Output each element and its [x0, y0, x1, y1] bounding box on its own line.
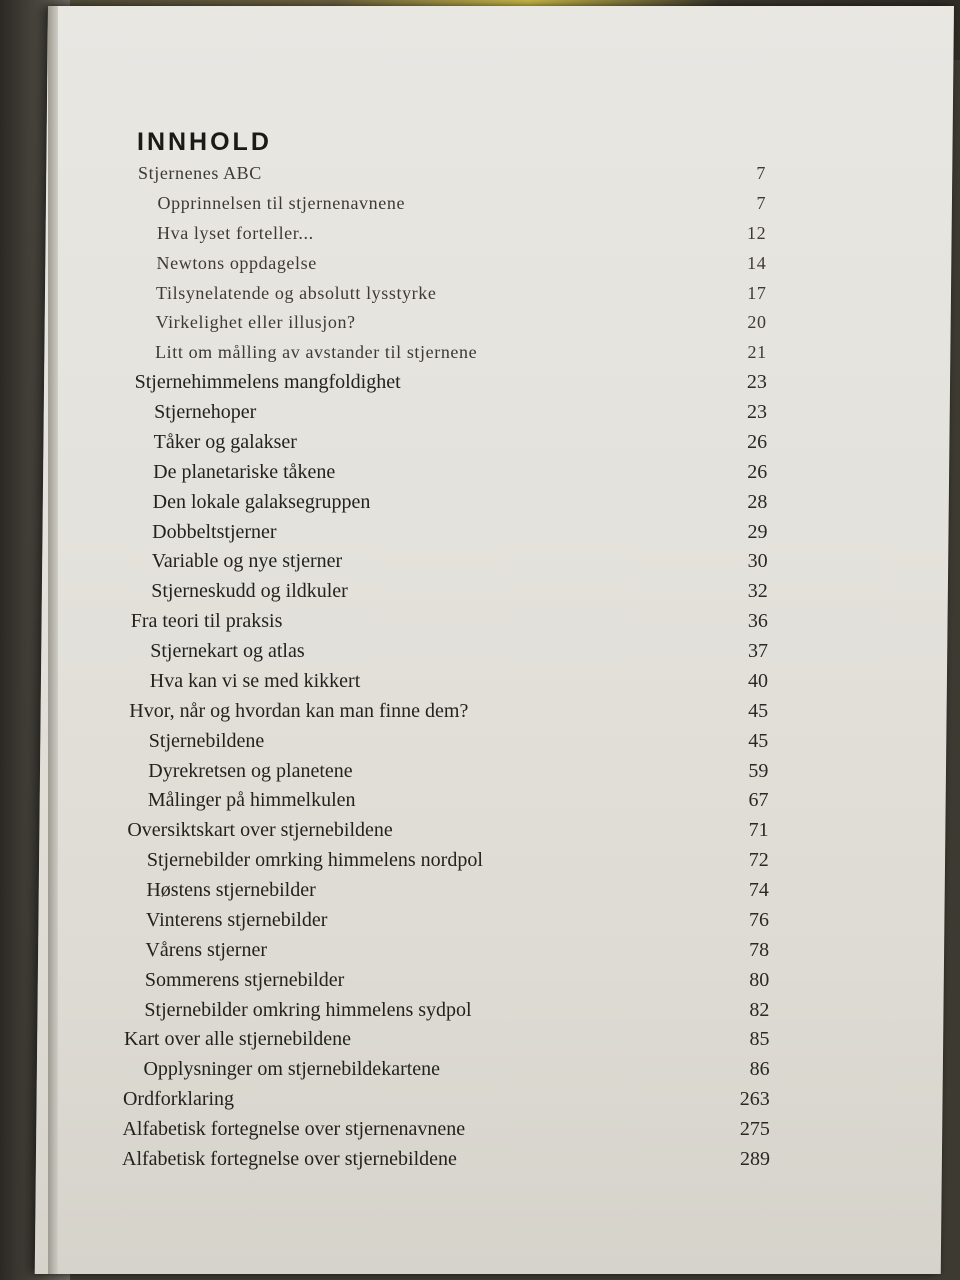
toc-entry-page-number: 86 — [749, 1058, 770, 1081]
toc-entry-page-number: 263 — [739, 1088, 770, 1111]
toc-entry-page-number: 74 — [748, 879, 769, 902]
toc-entry — [0, 668, 960, 698]
toc-entry-label: Virkelighet eller illusjon? — [155, 312, 356, 333]
toc-entry — [0, 309, 960, 339]
toc-entry-page-number: 26 — [747, 460, 768, 483]
toc-entry — [0, 937, 960, 967]
toc-entry-label: Dobbeltstjerner — [152, 520, 277, 543]
toc-entry — [0, 280, 960, 310]
toc-entry-label: Opplysninger om stjernebildekartene — [143, 1058, 441, 1081]
toc-entry-page-number: 45 — [748, 699, 769, 722]
toc-entry-page-number: 30 — [747, 550, 768, 573]
toc-entry — [0, 907, 960, 937]
toc-entry-label: Hvor, når og hvordan kan man finne dem? — [129, 699, 469, 722]
toc-entry-label: Ordforklaring — [122, 1088, 235, 1111]
toc-entry — [0, 698, 960, 728]
toc-entry-page-number: 37 — [747, 640, 768, 663]
toc-entry — [0, 190, 960, 220]
toc-entry — [0, 608, 960, 638]
toc-entry-page-number: 29 — [747, 520, 768, 543]
toc-entry-page-number: 32 — [747, 580, 768, 603]
toc-entry-label: Kart over alle stjernebildene — [123, 1028, 352, 1051]
toc-entry-label: Stjernehimmelens mangfoldighet — [134, 371, 401, 394]
toc-entry-page-number: 28 — [747, 490, 768, 513]
toc-entry — [0, 459, 960, 489]
toc-entry-page-number: 17 — [747, 282, 767, 303]
toc-entry — [0, 817, 960, 847]
toc-entry — [0, 250, 960, 280]
toc-entry-page-number: 20 — [747, 312, 767, 333]
toc-entry-label: De planetariske tåkene — [153, 460, 336, 483]
toc-entry-label: Den lokale galaksegruppen — [152, 490, 371, 513]
toc-entry-label: Hva lyset forteller... — [157, 222, 314, 243]
toc-entry — [0, 787, 960, 817]
toc-entry — [0, 160, 960, 190]
toc-entry-label: Stjerneskudd og ildkuler — [151, 580, 348, 603]
toc-entry — [0, 1056, 960, 1086]
toc-entry-page-number: 289 — [740, 1148, 770, 1170]
toc-entry-page-number: 23 — [746, 401, 767, 424]
toc-entry — [0, 429, 960, 459]
toc-entry-page-number: 12 — [747, 222, 767, 243]
toc-entry — [0, 519, 960, 549]
toc-entry — [0, 997, 960, 1027]
toc-entry-label: Stjernenes ABC — [138, 163, 262, 183]
toc-entry-label: Høstens stjernebilder — [146, 879, 316, 902]
toc-entry — [0, 758, 960, 788]
toc-entry-label: Litt om målling av avstander til stjernene — [155, 342, 478, 363]
toc-entry-page-number: 67 — [748, 789, 769, 812]
toc-entry-page-number: 78 — [749, 938, 770, 961]
toc-entry — [0, 1086, 960, 1116]
toc-entry-page-number: 71 — [748, 819, 769, 842]
toc-entry-label: Stjernekart og atlas — [150, 640, 305, 663]
toc-entry-page-number: 59 — [748, 759, 769, 782]
toc-entry — [0, 1146, 960, 1176]
toc-entry — [0, 638, 960, 668]
toc-entry-page-number: 82 — [749, 998, 770, 1021]
toc-entry — [0, 369, 960, 399]
toc-entry-label: Tilsynelatende og absolutt lysstyrke — [156, 282, 437, 303]
toc-entry — [0, 399, 960, 429]
toc-entry — [0, 967, 960, 997]
toc-entry-page-number: 40 — [748, 669, 769, 692]
toc-entry-label: Dyrekretsen og planetene — [148, 759, 353, 782]
toc-entry-label: Hva kan vi se med kikkert — [149, 669, 361, 692]
toc-entry-page-number: 36 — [747, 610, 768, 633]
toc-entry-label: Sommerens stjernebilder — [144, 968, 345, 991]
toc-entry — [0, 877, 960, 907]
toc-entry-label: Alfabetisk fortegnelse over stjernebildene — [122, 1148, 457, 1170]
toc-entry-label: Opprinnelsen til stjernenavnene — [157, 192, 406, 213]
toc-entry-label: Oversiktskart over stjernebildene — [127, 819, 393, 842]
toc-entry-label: Stjernebildene — [148, 729, 265, 752]
toc-entry — [0, 220, 960, 250]
toc-entry — [0, 728, 960, 758]
toc-entry-label: Stjernehoper — [154, 401, 257, 424]
toc-entry-label: Stjernebilder omrking himmelens nordpol — [146, 849, 483, 872]
toc-entry — [0, 548, 960, 578]
toc-entry — [0, 847, 960, 877]
toc-entry-page-number: 21 — [747, 342, 767, 363]
toc-entry — [0, 489, 960, 519]
toc-entry — [0, 1116, 960, 1146]
toc-entry-page-number: 26 — [747, 430, 768, 453]
toc-entry-label: Fra teori til praksis — [130, 610, 283, 633]
toc-entry-label: Målinger på himmelkulen — [147, 789, 356, 812]
toc-entry-page-number: 7 — [756, 163, 766, 183]
toc-entry-label: Tåker og galakser — [153, 430, 297, 453]
toc-entry-page-number: 80 — [749, 968, 770, 991]
toc-entry-page-number: 275 — [739, 1118, 770, 1141]
toc-entry-label: Alfabetisk fortegnelse over stjernenavnene — [122, 1118, 466, 1141]
toc-entry-label: Newtons oppdagelse — [156, 252, 317, 273]
page-title: INNHOLD — [137, 128, 272, 156]
toc-entry-page-number: 76 — [749, 908, 770, 931]
toc-entry-page-number: 85 — [749, 1028, 770, 1051]
toc-entry — [0, 339, 960, 369]
toc-entry-page-number: 7 — [756, 192, 767, 213]
toc-entry-label: Stjernebilder omkring himmelens sydpol — [144, 998, 472, 1021]
toc-entry-label: Vinterens stjernebilder — [145, 908, 328, 931]
toc-entry-page-number: 14 — [747, 252, 767, 273]
toc-entry-page-number: 45 — [748, 729, 769, 752]
toc-entry — [0, 1026, 960, 1056]
toc-entry-page-number: 72 — [748, 849, 769, 872]
toc-entry-page-number: 23 — [746, 371, 767, 394]
toc-entry-label: Vårens stjerner — [145, 938, 268, 961]
toc-entry-label: Variable og nye stjerner — [151, 550, 343, 573]
toc-entry — [0, 578, 960, 608]
